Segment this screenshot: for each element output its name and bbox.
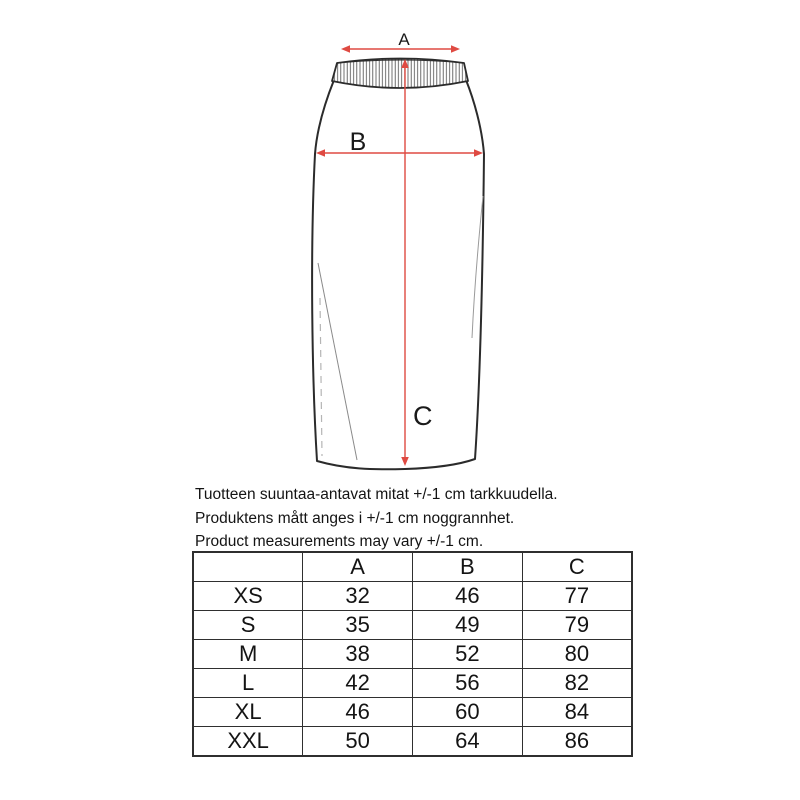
value-a: 35 bbox=[303, 611, 413, 640]
size-cell: S bbox=[193, 611, 303, 640]
table-row bbox=[193, 611, 632, 640]
table-row bbox=[193, 698, 632, 727]
skirt-outline bbox=[312, 80, 484, 469]
value-a: 50 bbox=[303, 727, 413, 757]
tolerance-notes bbox=[195, 483, 558, 554]
header-a: A bbox=[303, 552, 413, 582]
value-a: 42 bbox=[303, 669, 413, 698]
value-b: 64 bbox=[413, 727, 523, 757]
value-b: 46 bbox=[413, 582, 523, 611]
tolerance-note-sv: Produktens mått anges i +/-1 cm noggrannhet. bbox=[195, 509, 515, 527]
header-c: C bbox=[522, 552, 632, 582]
value-c: 80 bbox=[522, 640, 632, 669]
arrowhead-a-right bbox=[451, 45, 460, 53]
table-row bbox=[193, 640, 632, 669]
value-c: 79 bbox=[522, 611, 632, 640]
value-b: 56 bbox=[413, 669, 523, 698]
value-a: 38 bbox=[303, 640, 413, 669]
tolerance-note-en: Product measurements may vary +/-1 cm. bbox=[195, 533, 484, 550]
table-row bbox=[193, 669, 632, 698]
value-b: 49 bbox=[413, 611, 523, 640]
size-cell: XXL bbox=[193, 727, 303, 757]
size-cell: XS bbox=[193, 582, 303, 611]
size-cell: L bbox=[193, 669, 303, 698]
header-size bbox=[193, 552, 303, 582]
value-c: 84 bbox=[522, 698, 632, 727]
value-c: 77 bbox=[522, 582, 632, 611]
value-c: 86 bbox=[522, 727, 632, 757]
value-b: 60 bbox=[413, 698, 523, 727]
measure-label-b: B bbox=[349, 128, 367, 156]
table-row bbox=[193, 582, 632, 611]
waistband bbox=[332, 59, 468, 89]
size-cell: XL bbox=[193, 698, 303, 727]
size-table-header-row bbox=[193, 552, 632, 582]
header-b: B bbox=[413, 552, 523, 582]
tolerance-note-fi: Tuotteen suuntaa-antavat mitat +/-1 cm tarkkuudella. bbox=[195, 486, 558, 503]
measure-label-c: C bbox=[413, 401, 433, 431]
table-row bbox=[193, 727, 632, 757]
value-a: 46 bbox=[303, 698, 413, 727]
value-a: 32 bbox=[303, 582, 413, 611]
value-c: 82 bbox=[522, 669, 632, 698]
measure-label-a: A bbox=[398, 30, 410, 49]
size-cell: M bbox=[193, 640, 303, 669]
value-b: 52 bbox=[413, 640, 523, 669]
size-table bbox=[192, 551, 633, 757]
arrowhead-a-left bbox=[341, 45, 350, 53]
